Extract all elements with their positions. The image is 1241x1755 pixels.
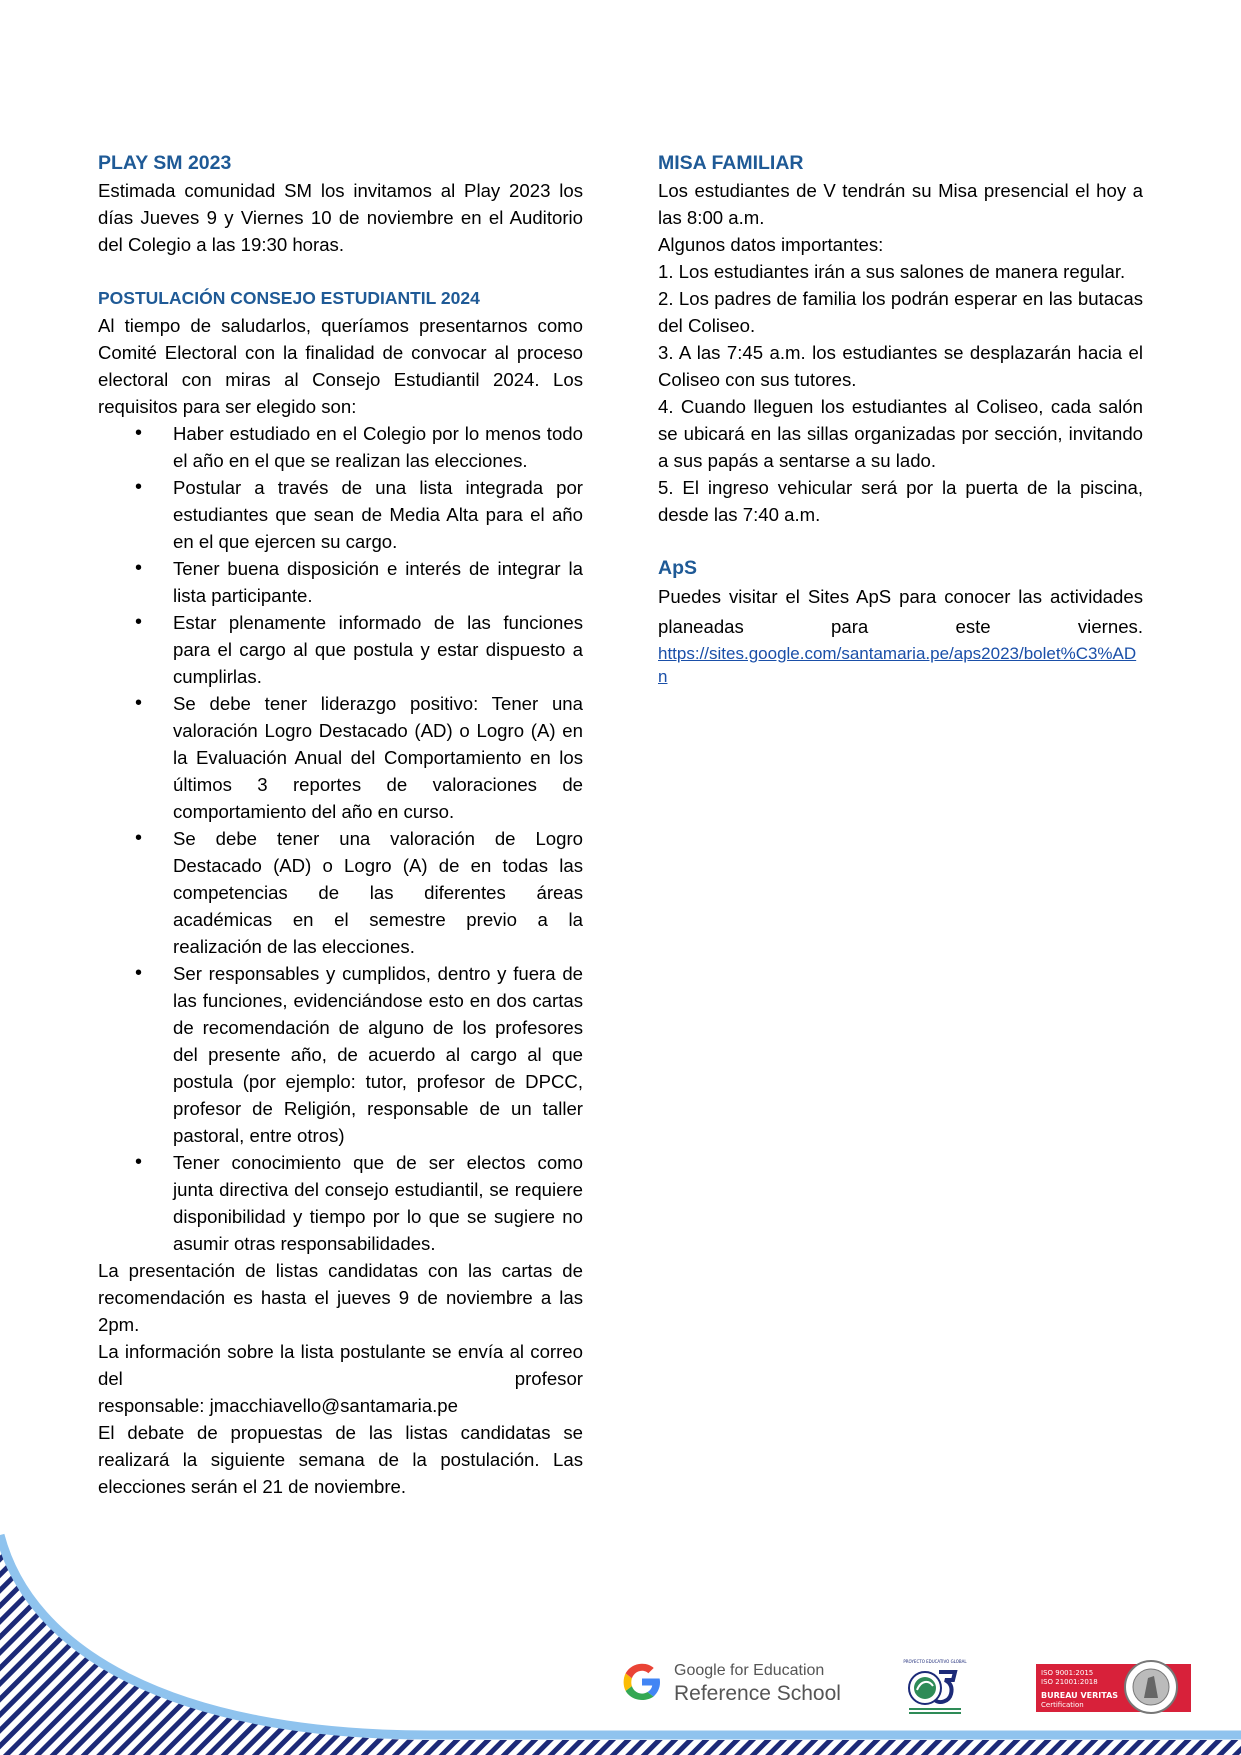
striped-corner-pattern <box>0 1540 1241 1755</box>
misa-subtitle: Algunos datos importantes: <box>658 234 884 255</box>
requirement-item: • Tener conocimiento que de ser electos como junta directiva del consejo estudiantil, se requiere disponibilidad y tiempo por lo que se sugiere no asumir otras responsabilidades. <box>173 1149 583 1257</box>
debate-text: El debate de propuestas de las listas candidatas se realizará la siguiente semana de la postulación. Las elecciones serán el 21 de noviembre. <box>98 1422 583 1497</box>
aps-body: Puedes visitar el Sites ApS para conocer las actividades planeadas para este viernes. <box>658 586 1143 637</box>
bv-iso-line2: ISO 21001:2018 <box>1041 1678 1098 1686</box>
requirement-item: • Tener buena disposición e interés de integrar la lista participante. <box>173 555 583 609</box>
consejo-title: POSTULACIÓN CONSEJO ESTUDIANTIL 2024 <box>98 288 480 308</box>
email-line: La información sobre la lista postulante se envía al correo del profesor <box>98 1341 583 1389</box>
left-column <box>98 150 583 1500</box>
bureau-veritas-certification-logo <box>1036 1660 1194 1715</box>
misa-item: 2. Los padres de familia los podrán esperar en las butacas del Coliseo. <box>658 288 1143 336</box>
bureau-veritas-badge-icon <box>1036 1660 1194 1715</box>
misa-intro: Los estudiantes de V tendrán su Misa presencial el hoy a las 8:00 a.m. <box>658 180 1143 228</box>
play-title: PLAY SM 2023 <box>98 152 232 174</box>
aps-title: ApS <box>658 557 697 579</box>
deadline-text: La presentación de listas candidatas con las cartas de recomendación es hasta el jueves 9 de noviembre a las 2pm. <box>98 1260 583 1335</box>
proyecto-educativo-icon <box>895 1658 975 1718</box>
proyecto-logo-text: PROYECTO EDUCATIVO GLOBAL <box>903 1659 967 1664</box>
requirement-item: • Postular a través de una lista integrada por estudiantes que sean de Media Alta para el año en el que ejercen su cargo. <box>173 474 583 555</box>
consejo-intro: Al tiempo de saludarlos, queríamos presentarnos como Comité Electoral con la finalidad de convocar al proceso electoral con miras al Consejo Estudiantil 2024. Los requisitos para ser elegido son: <box>98 315 583 417</box>
google-logo-line1: Google for Education <box>674 1662 825 1679</box>
right-column <box>658 150 1143 688</box>
misa-item: 5. El ingreso vehicular será por la puerta de la piscina, desde las 7:40 a.m. <box>658 477 1143 525</box>
play-body: Estimada comunidad SM los invitamos al Play 2023 los días Jueves 9 y Viernes 10 de noviembre en el Auditorio del Colegio a las 19:30 horas. <box>98 180 583 255</box>
requirement-item: • Se debe tener liderazgo positivo: Tener una valoración Logro Destacado (AD) o Logro (A) en la Evaluación Anual del Comportamiento en los últimos 3 reportes de valoraciones de comportamiento del año en curso. <box>173 690 583 825</box>
google-reference-school-logo <box>620 1660 850 1710</box>
misa-title: MISA FAMILIAR <box>658 152 804 174</box>
requirement-item: • Haber estudiado en el Colegio por lo menos todo el año en el que se realizan las elecciones. <box>173 420 583 474</box>
google-logo-line2: Reference School <box>674 1682 841 1705</box>
bv-name: BUREAU VERITAS <box>1041 1691 1119 1700</box>
requirement-item: • Estar plenamente informado de las funciones para el cargo al que postula y estar dispuesto a cumplirlas. <box>173 609 583 690</box>
misa-item: 1. Los estudiantes irán a sus salones de manera regular. <box>658 261 1126 282</box>
requirement-item: • Ser responsables y cumplidos, dentro y fuera de las funciones, evidenciándose esto en dos cartas de recomendación de alguno de los profesores del presente año, de acuerdo al cargo al que postula (por ejemplo: tutor, profesor de DPCC, profesor de Religión, responsable de un taller pastoral, entre otros) <box>173 960 583 1149</box>
proyecto-educativo-logo <box>895 1658 975 1718</box>
aps-link[interactable]: https://sites.google.com/santamaria.pe/aps2023/bolet%C3%ADn <box>658 644 1137 686</box>
google-g-icon <box>620 1660 664 1704</box>
requirement-item: • Se debe tener una valoración de Logro Destacado (AD) o Logro (A) de en todas las competencias de las diferentes áreas académicas en el semestre previo a la realización de las elecciones. <box>173 825 583 960</box>
misa-item: 3. A las 7:45 a.m. los estudiantes se desplazarán hacia el Coliseo con sus tutores. <box>658 342 1143 390</box>
misa-item: 4. Cuando lleguen los estudiantes al Coliseo, cada salón se ubicará en las sillas organizadas por sección, invitando a sus papás a sentarse a su lado. <box>658 396 1143 471</box>
bv-certification-text: Certification <box>1041 1701 1084 1709</box>
email-address-line: responsable: jmacchiavello@santamaria.pe <box>98 1395 458 1416</box>
requirements-list <box>98 420 583 1257</box>
bv-iso-line1: ISO 9001:2015 <box>1041 1669 1094 1677</box>
